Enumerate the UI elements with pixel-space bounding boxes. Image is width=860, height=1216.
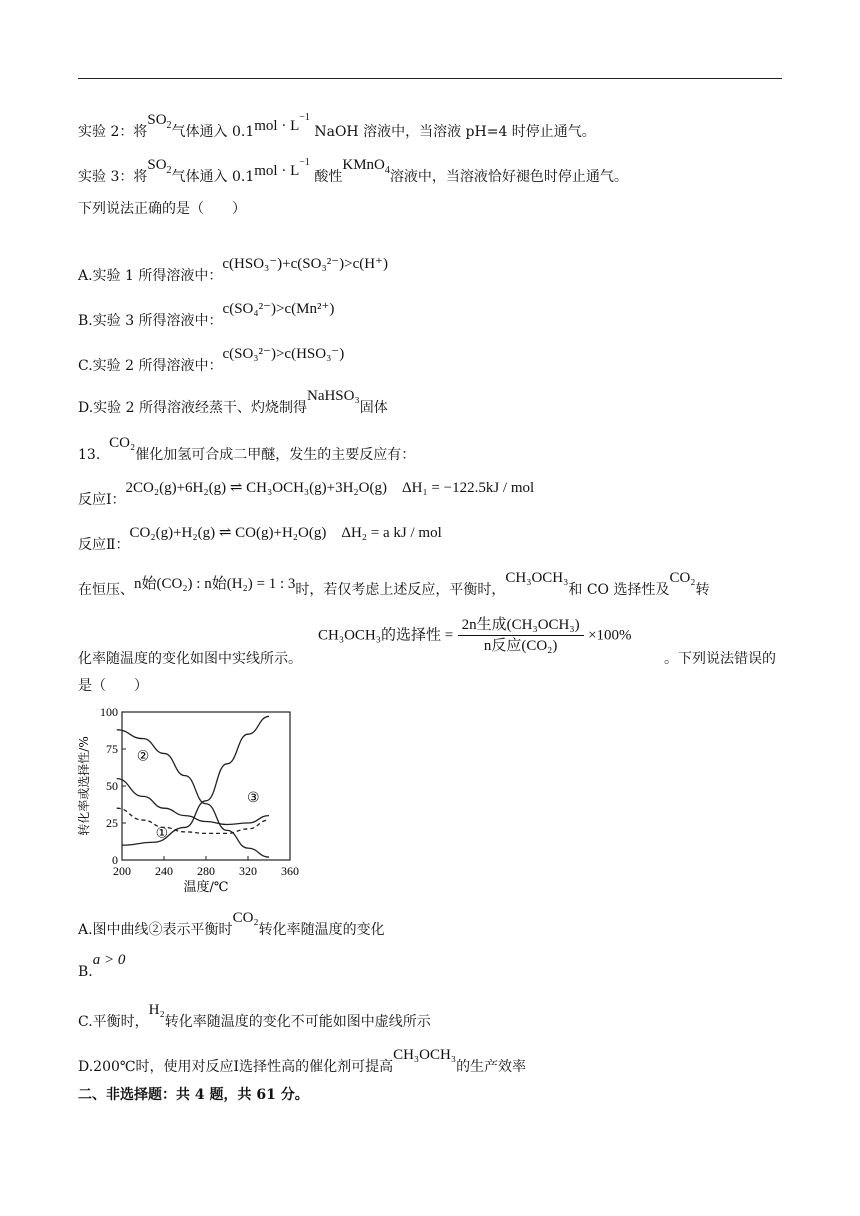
- y-tick-label: 0: [112, 853, 118, 867]
- q13-intro: [78, 435, 416, 465]
- x-tick-label: 360: [281, 864, 299, 878]
- option-b-formula: c(SO₄²⁻)>c(Mn²⁺): [222, 301, 335, 317]
- x-tick-label: 320: [239, 864, 257, 878]
- option-b-formula: a > 0: [92, 952, 126, 968]
- exp2-tail: NaOH 溶液中，当溶液 pH=4 时停止通气。: [309, 124, 596, 140]
- reaction-2: [78, 525, 442, 555]
- exp3-prefix: 实验 3：将: [78, 169, 148, 185]
- reaction-1: [78, 480, 535, 510]
- so2-sub: 2: [166, 120, 172, 131]
- q12-option-a[interactable]: [78, 256, 388, 286]
- co2-formula: CO₂: [109, 435, 136, 451]
- q13-option-b[interactable]: [78, 952, 126, 982]
- reaction-1-equation: 2CO₂(g)+6H₂(g) ⇌ CH₃OCH₃(g)+3H₂O(g) ΔH₁ = −122.5kJ / mol: [125, 480, 535, 496]
- so2-formula: [147, 157, 172, 176]
- q12-option-c[interactable]: [78, 346, 345, 376]
- series-line-1: [122, 716, 269, 845]
- y-tick-label: 75: [106, 742, 118, 756]
- reaction-2-equation: CO₂(g)+H₂(g) ⇌ CO(g)+H₂O(g) ΔH₂ = a kJ / mol: [129, 525, 442, 541]
- option-c-formula: c(SO₃²⁻)>c(HSO₃⁻): [222, 346, 345, 362]
- q13-condition: [78, 570, 710, 600]
- x-tick-label: 200: [113, 864, 131, 878]
- x-axis-label: 温度/℃: [183, 880, 229, 895]
- y-tick-label: 25: [106, 816, 118, 830]
- unit-text: mol · L: [254, 118, 300, 134]
- selectivity-right: ×100%: [588, 627, 632, 644]
- option-c-text: C.平衡时，: [78, 1014, 149, 1030]
- q13-line3: 是（ ）: [78, 678, 148, 694]
- option-c-tail: 转化率随温度的变化不可能如图中虚线所示: [164, 1014, 431, 1030]
- option-a-tail: 转化率随温度的变化: [258, 922, 385, 938]
- selectivity-left: CH₃OCH₃的选择性 =: [318, 627, 454, 644]
- so2-formula: [147, 112, 172, 131]
- so2-text: SO: [147, 112, 167, 128]
- kmno4-formula: [342, 157, 390, 176]
- dme-formula: CH₃OCH₃: [505, 570, 569, 586]
- selectivity-fraction: [458, 615, 584, 656]
- exp2-mid: 气体通入 0.1: [171, 124, 255, 140]
- plot-frame: [122, 712, 290, 860]
- q13-option-c[interactable]: [78, 1002, 431, 1032]
- unit: [254, 157, 310, 179]
- q12-stem: 下列说法正确的是（ ）: [78, 201, 246, 217]
- option-d-tail: 固体: [359, 400, 388, 416]
- cond-a: 在恒压、: [78, 582, 134, 598]
- q13-intro-text: 催化加氢可合成二甲醚，发生的主要反应有：: [135, 447, 416, 463]
- option-d-formula: NaHSO₃: [306, 388, 360, 404]
- unit: [254, 112, 310, 134]
- y-tick-label: 50: [106, 779, 118, 793]
- option-c-text: C.实验 2 所得溶液中：: [78, 358, 223, 374]
- so2-text: SO: [147, 157, 167, 173]
- selectivity-formula: [318, 615, 632, 656]
- series-label: ①: [155, 825, 169, 842]
- x-tick-label: 280: [197, 864, 215, 878]
- cond-c: 和 CO 选择性及: [568, 582, 670, 598]
- q12-option-b[interactable]: [78, 301, 335, 331]
- section-2-heading: 二、非选择题：共 4 题，共 61 分。: [78, 1087, 309, 1103]
- kmno4-text: KMnO: [342, 157, 385, 173]
- reaction-2-label: 反应Ⅱ：: [78, 537, 130, 553]
- cond-d: 转: [695, 582, 710, 598]
- series-label: ②: [136, 748, 150, 765]
- exp3-mid: 气体通入 0.1: [171, 169, 255, 185]
- selectivity-denominator: n反应(CO₂): [483, 638, 558, 654]
- exp3-tail: 溶液中，当溶液恰好褪色时停止通气。: [389, 169, 628, 185]
- h2-formula: H₂: [148, 1002, 165, 1018]
- unit-text: mol · L: [254, 163, 300, 179]
- exp2-prefix: 实验 2：将: [78, 124, 148, 140]
- q13-line2-a: 化率随温度的变化如图中实线所示。: [78, 651, 302, 667]
- q13-line2-b: 。下列说法错误的: [664, 651, 776, 667]
- option-d-text: D.200℃时，使用对反应Ⅰ选择性高的催化剂可提高: [78, 1059, 394, 1075]
- q12-option-d[interactable]: [78, 388, 388, 418]
- unit-sup: −1: [299, 157, 310, 168]
- co2-formula: CO₂: [232, 910, 259, 926]
- so2-sub: 2: [166, 165, 172, 176]
- option-a-text: A.图中曲线②表示平衡时: [78, 922, 233, 938]
- conversion-selectivity-chart: [76, 700, 306, 895]
- option-a-formula: c(HSO₃⁻)+c(SO₃²⁻)>c(H⁺): [222, 256, 388, 272]
- series-label: ③: [246, 789, 260, 806]
- option-b-text: B.实验 3 所得溶液中：: [78, 313, 223, 329]
- option-d-tail: 的生产效率: [456, 1059, 527, 1075]
- exp3-acid: 酸性: [309, 169, 343, 185]
- experiment-2: [78, 112, 596, 144]
- q13-option-d[interactable]: [78, 1047, 527, 1077]
- co2-formula: CO₂: [669, 570, 696, 586]
- experiment-3: [78, 157, 628, 189]
- cond-ratio: n始(CO₂) : n始(H₂) = 1 : 3: [134, 576, 296, 592]
- unit-sup: −1: [299, 112, 310, 123]
- option-a-text: A.实验 1 所得溶液中：: [78, 268, 223, 284]
- header-rule: [78, 78, 782, 79]
- y-axis-label: 转化率或选择性/%: [77, 736, 91, 836]
- q13-option-a[interactable]: [78, 910, 385, 940]
- kmno4-sub: 4: [384, 165, 390, 176]
- cond-b: 时，若仅考虑上述反应，平衡时，: [295, 582, 506, 598]
- option-d-text: D.实验 2 所得溶液经蒸干、灼烧制得: [78, 400, 307, 416]
- reaction-1-label: 反应Ⅰ：: [78, 492, 126, 508]
- dme-formula: CH₃OCH₃: [393, 1047, 457, 1063]
- option-b-text: B.: [78, 964, 93, 980]
- x-tick-label: 240: [155, 864, 173, 878]
- q13-number: 13.: [78, 447, 101, 463]
- selectivity-numerator: 2n生成(CH₃OCH₃): [458, 615, 584, 636]
- y-tick-label: 100: [100, 705, 118, 719]
